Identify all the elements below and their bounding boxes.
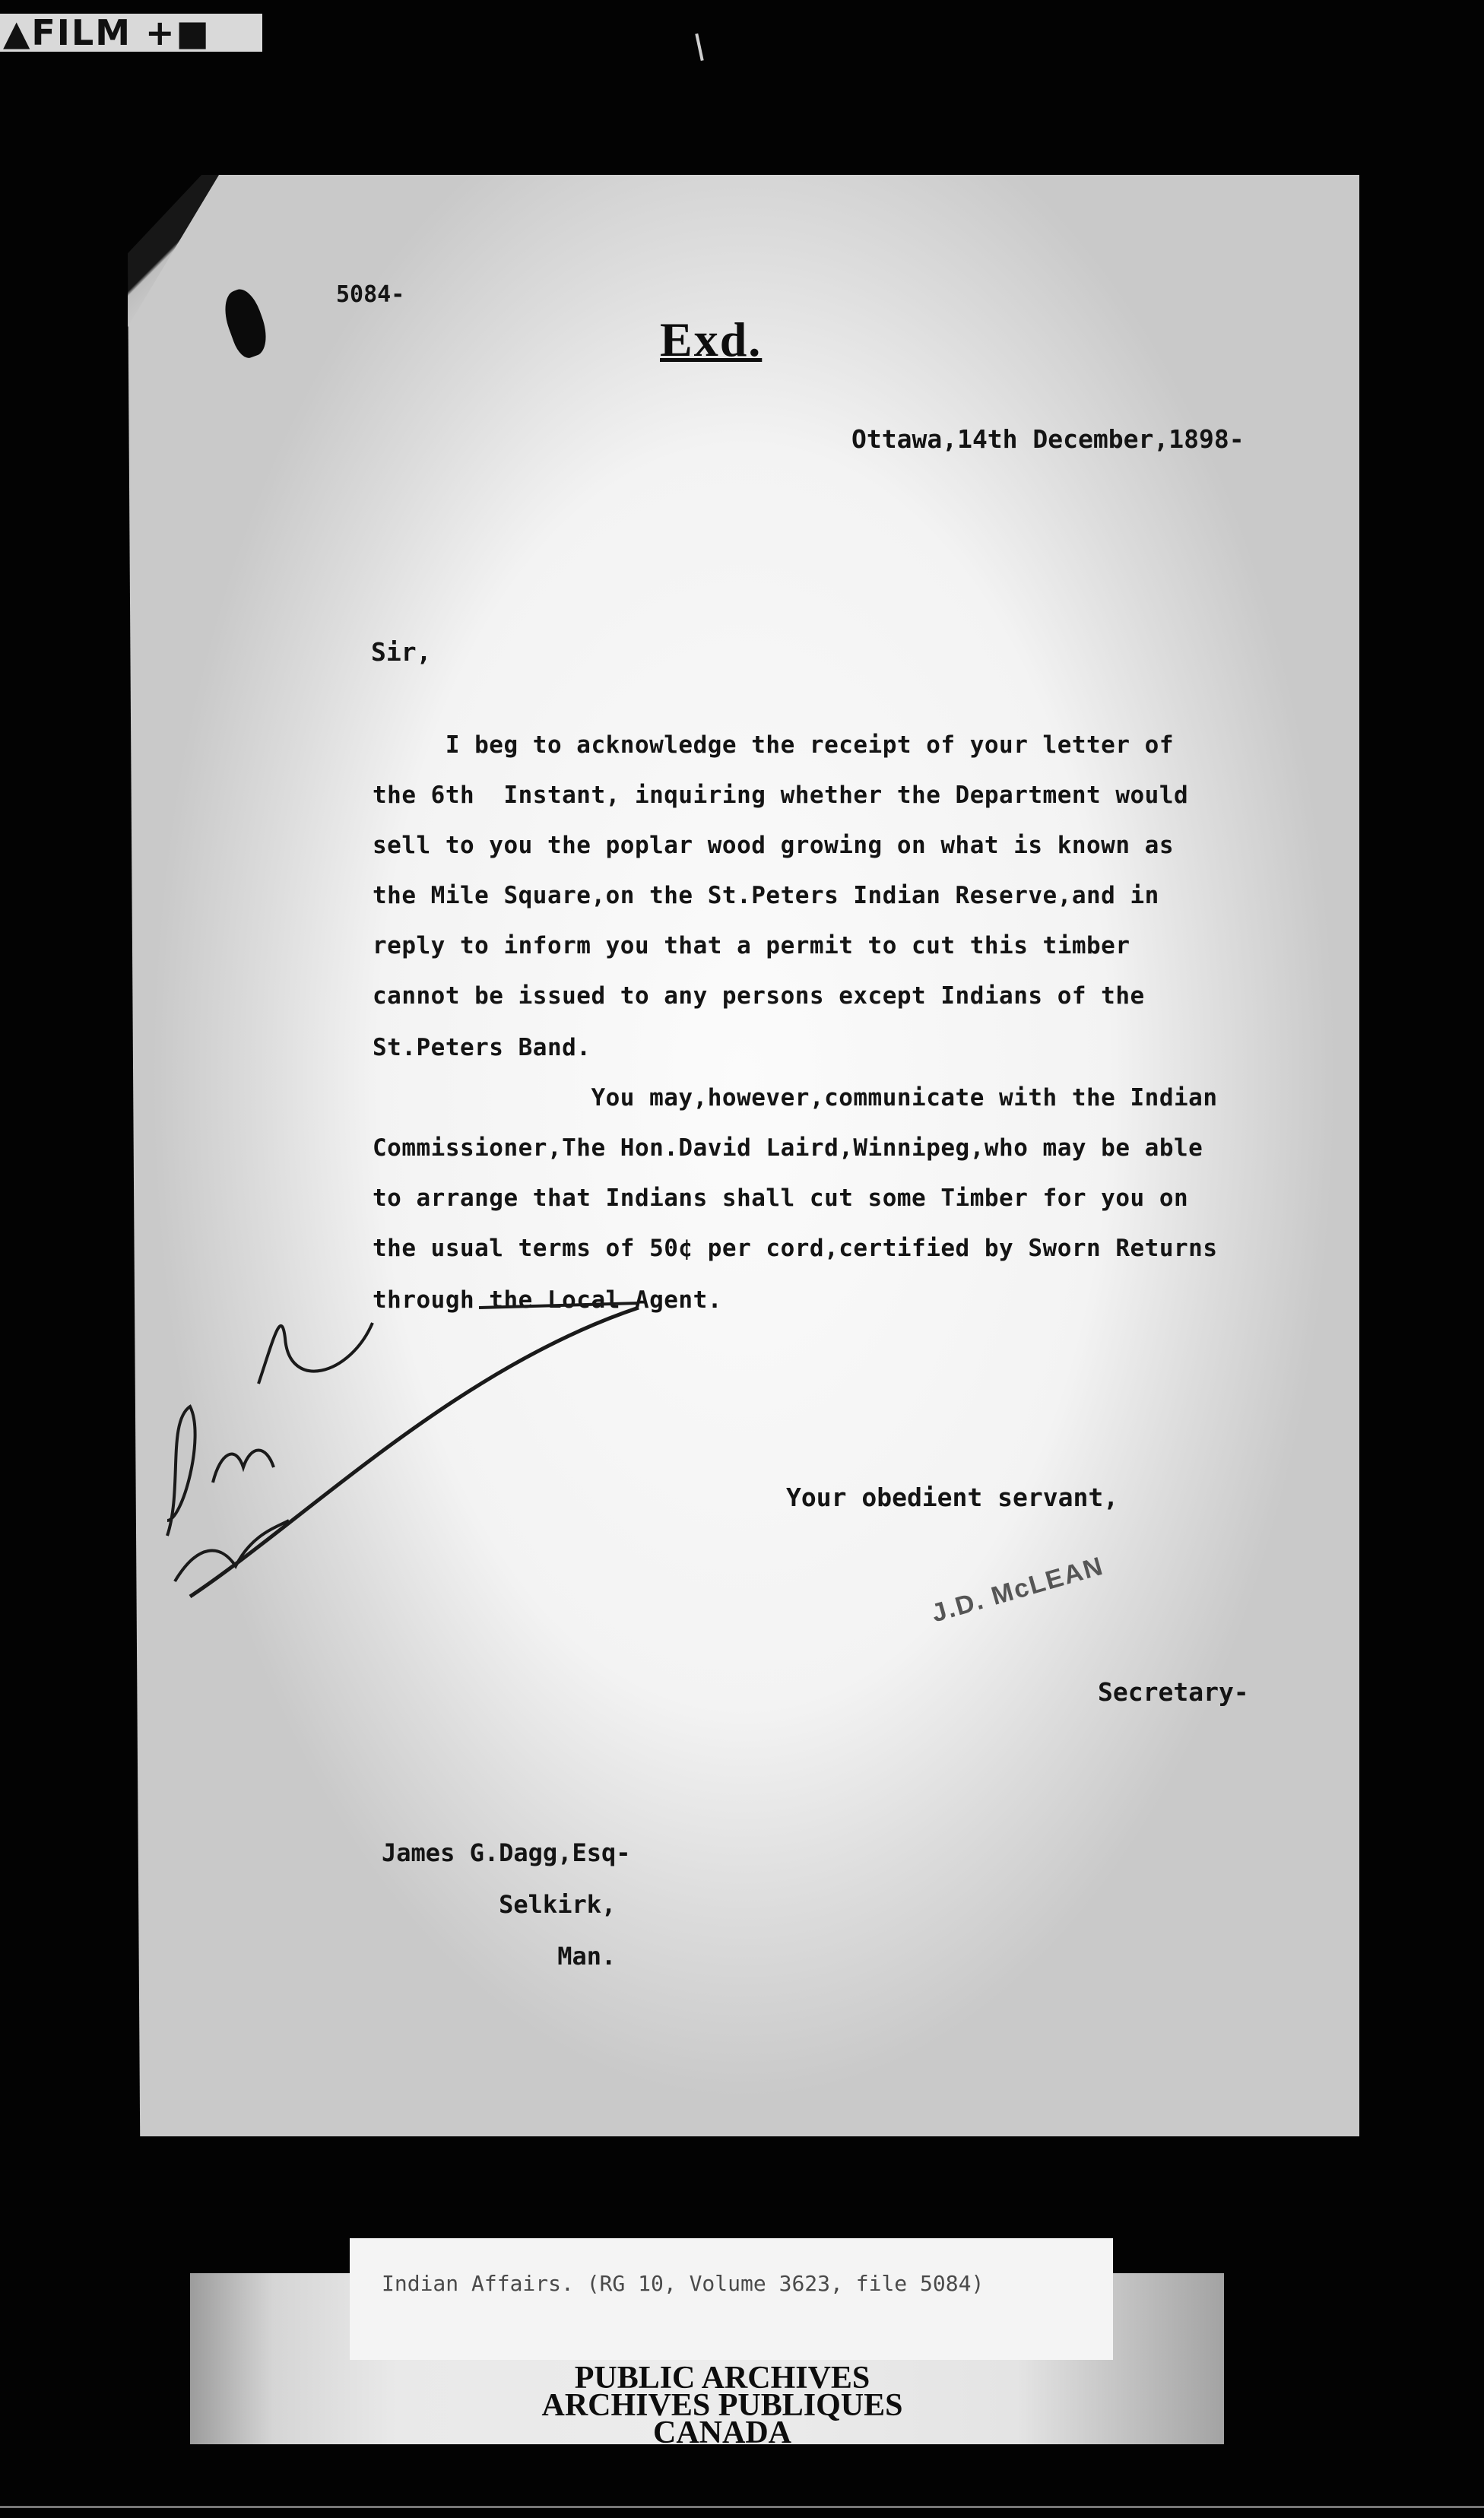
address-line: Man. [382, 1942, 617, 1971]
body-line: the 6th Instant, inquiring whether the Department would [373, 782, 1189, 809]
body-line: St.Peters Band. [373, 1034, 591, 1061]
salutation: Sir, [371, 637, 432, 667]
dateline: Ottawa,14th December,1898- [851, 424, 1245, 454]
archives-line: CANADA [653, 2415, 791, 2450]
film-tick-mark [695, 33, 703, 61]
archives-line: ARCHIVES PUBLIQUES [541, 2388, 903, 2423]
body-line: through the Local Agent. [373, 1286, 722, 1314]
handwritten-initials [152, 1292, 699, 1612]
body-line: the Mile Square,on the St.Peters Indian Reserve,and in [373, 882, 1159, 909]
closing: Your obedient servant, [786, 1483, 1119, 1512]
body-line: reply to inform you that a permit to cut this timber [373, 932, 1130, 959]
film-tag: ▲FILM +■ [0, 14, 262, 52]
signatory-title: Secretary- [1098, 1677, 1249, 1707]
archive-reference-label: Indian Affairs. (RG 10, Volume 3623, file 5084) [350, 2238, 1113, 2360]
body-line: cannot be issued to any persons except Indians of the [373, 982, 1145, 1010]
archives-line: PUBLIC ARCHIVES [574, 2361, 870, 2396]
public-archives-stamp [471, 2361, 973, 2450]
file-number: 5084- [336, 281, 405, 308]
body-line: the usual terms of 50¢ per cord,certified by Sworn Returns [373, 1235, 1218, 1262]
body-line: You may,however,communicate with the Indian [373, 1084, 1218, 1112]
film-edge-line [0, 2506, 1484, 2508]
address-line: James G.Dagg,Esq- [382, 1838, 631, 1867]
address-line: Selkirk, [382, 1890, 617, 1919]
body-line: to arrange that Indians shall cut some Timber for you on [373, 1184, 1189, 1212]
signature-stamp: J.D. McLEAN [928, 1551, 1108, 1628]
exd-stamp: Exd. [660, 312, 763, 366]
body-line: I beg to acknowledge the receipt of your letter of [373, 731, 1174, 759]
body-line: sell to you the poplar wood growing on what is known as [373, 832, 1174, 859]
body-line: Commissioner,The Hon.David Laird,Winnipeg,who may be able [373, 1134, 1203, 1162]
